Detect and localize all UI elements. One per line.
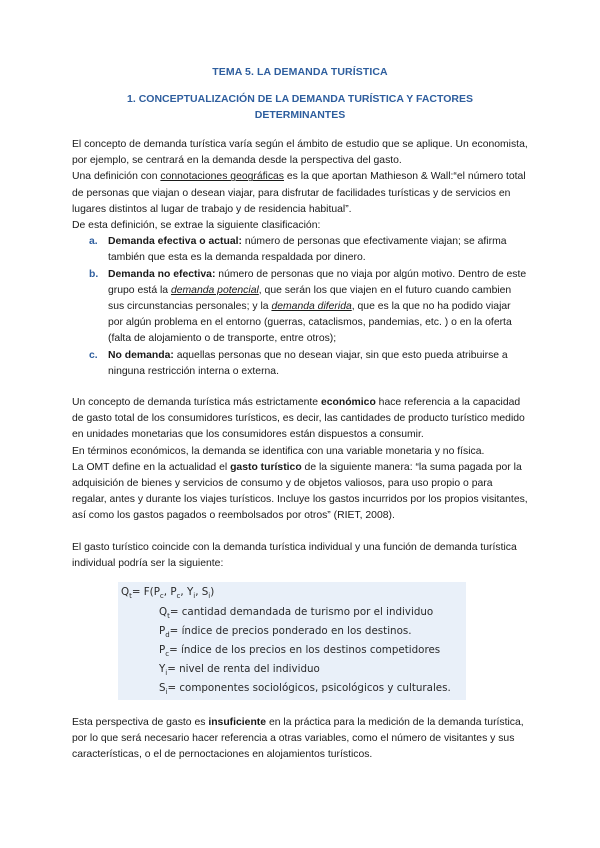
classification-list [72, 234, 528, 380]
term-no-demand: No demanda: [108, 349, 174, 361]
term-effective-demand: Demanda efectiva o actual: [108, 236, 242, 248]
demand-function-box [118, 582, 466, 700]
deferred-demand-term: demanda diferida [271, 301, 352, 313]
list-item-non-effective-demand: b. Demanda no efectiva: número de personas que no viaja por algún motivo. Dentro de este grupo está la demanda potencial, que serán los que viajen en el futuro cuando cambien sus circunstancias personales; y la demanda diferida, que es la que no ha podido viajar por algún problema en el entorno (guerras, cataclismos, pandemias, etc. ) o en la oferta (falta de alojamiento o de transporte, entre otros); [89, 268, 527, 345]
document-title: TEMA 5. LA DEMANDA TURÍSTICA [212, 66, 388, 78]
variable-definition: $P_d=$ índice de precios ponderado en los destinos. [159, 625, 412, 640]
economic-term: económico [320, 397, 376, 409]
intro-sentence: El concepto de demanda turística varía según el ámbito de estudio que se aplique. Un economista, por ejemplo, se centrará en la demanda desde la perspectiva del gasto. [72, 139, 528, 167]
list-item-no-demand: c. No demanda: aquellas personas que no desean viajar, sin que esto pueda atribuirse a ninguna restricción interna o externa. [89, 349, 508, 377]
geographic-connotations: connotaciones geográficas [160, 171, 285, 183]
potential-demand-term: demanda potencial [170, 284, 259, 296]
document-page [72, 66, 528, 764]
variable-definition: $S_i=$ componentes sociológicos, psicológicos y culturales. [159, 682, 451, 697]
insufficient-term: insuficiente [208, 717, 267, 729]
monetary-paragraph: En términos económicos, la demanda se identifica con una variable monetaria y no física. [72, 445, 485, 457]
term-non-effective-demand: Demanda no efectiva: [108, 268, 216, 280]
intro-paragraph: El concepto de demanda turística varía según el ámbito de estudio que se aplique. Un economista, por ejemplo, se centrará en la demanda desde la perspectiva del gasto. Una definición con connotaciones geográficas es la que aportan Mathieson & Wall:“el número total de personas que viajan o desean viajar, para disfrutar de facilidades turísticas y de servicios en lugares distintos al lugar de trabajo y de residencia habitual”. De esta definición, se extrae la siguiente clasificación: [72, 139, 528, 232]
omt-paragraph: La OMT define en la actualidad el gasto turístico de la siguiente manera: “la suma pagada por la adquisición de bienes y servicios de consumo y de objetos valiosos, para uso propio o para regalar, antes y durante los viajes turísticos. Incluye los gastos incurridos por los propios visitantes, así como los gastos pagados o reembolsados por otros” (RIET, 2008). [72, 461, 528, 522]
variable-definition: $Q_t=$ cantidad demandada de turismo por el individuo [159, 606, 434, 621]
list-item-effective-demand: a. Demanda efectiva o actual: número de personas que efectivamente viajan; se afirma también que esta es la demanda respaldada por dinero. [89, 236, 507, 264]
insufficient-paragraph: Esta perspectiva de gasto es insuficiente en la práctica para la medición de la demanda turística, por lo que será necesario hacer referencia a otras variables, como el número de visitantes y sus características, o el de pernoctaciones en alojamientos turísticos. [72, 717, 524, 761]
variable-definition: $P_c=$ índice de los precios en los destinos competidores [159, 644, 441, 659]
economic-paragraph: Un concepto de demanda turística más estrictamente económico hace referencia a la capacidad de gasto total de los consumidores turísticos, es decir, las cantidades de producto turístico medido en unidades monetarias que los consumidores están dispuestos a consumir. [72, 397, 525, 441]
variable-definition: $Y_i=$ nivel de renta del individuo [159, 663, 320, 678]
function-intro-paragraph: El gasto turístico coincide con la demanda turística individual y una función de demanda turística individual podría ser la siguiente: [72, 541, 517, 569]
tourist-spending-term: gasto turístico [230, 461, 302, 473]
demand-function-equation: $Q_t= F(P_c$, $P_c$, $Y_i$, $S_i$) [121, 586, 215, 601]
section-title: 1. CONCEPTUALIZACIÓN DE LA DEMANDA TURÍSTICA Y FACTORES DETERMINANTES [127, 93, 473, 121]
